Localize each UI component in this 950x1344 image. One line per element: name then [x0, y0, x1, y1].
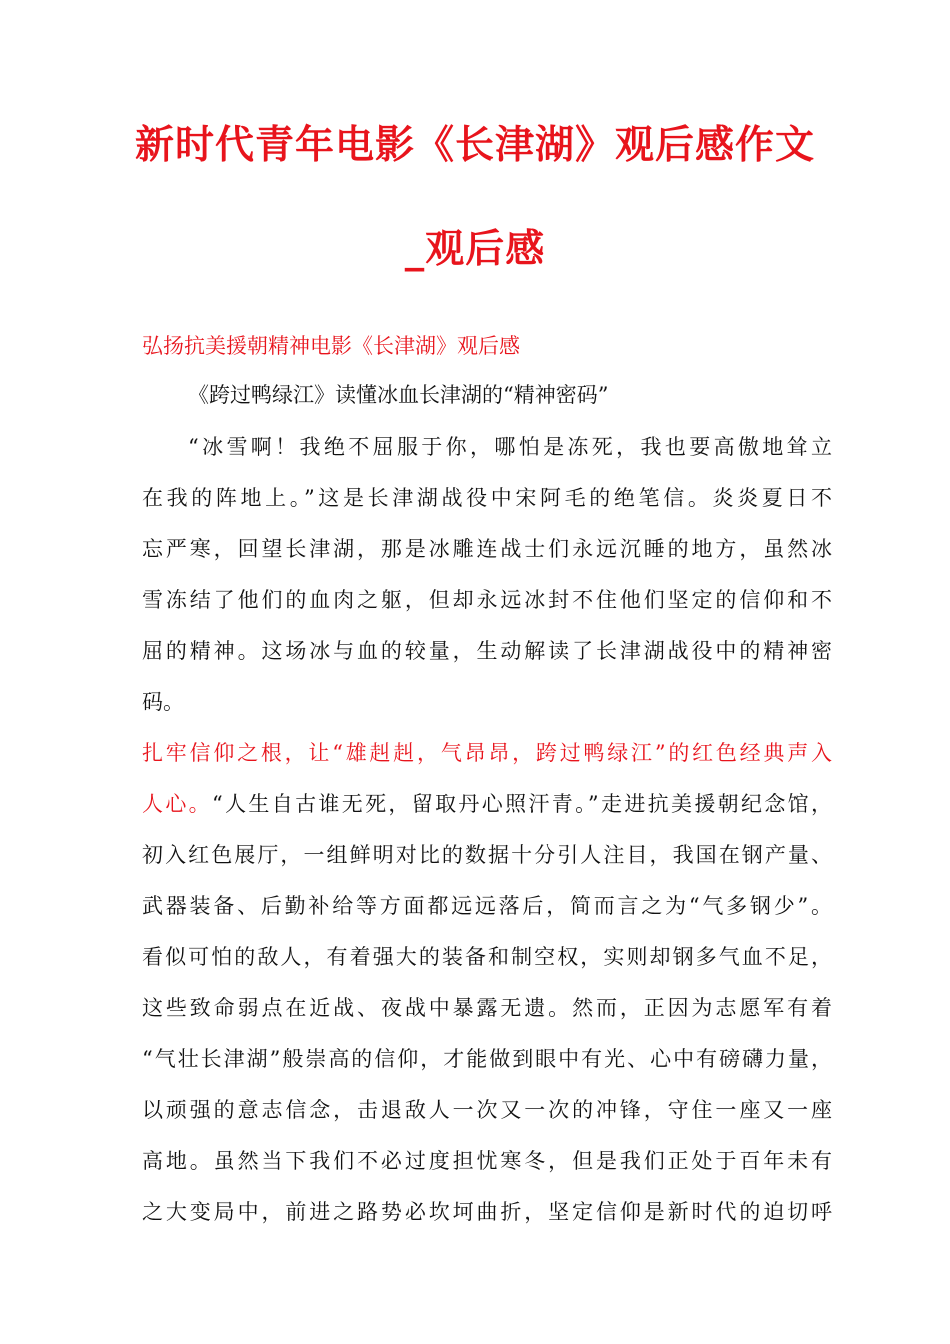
paragraph-2-line: 在我的阵地上。”这是长津湖战役中宋阿毛的绝笔信。炎炎夏日不: [142, 486, 832, 510]
paragraph-3-line: 这些致命弱点在近战、夜战中暴露无遗。然而，正因为志愿军有着: [142, 996, 832, 1020]
paragraph-3-line: 看似可怕的敌人，有着强大的装备和制空权，实则却钢多气血不足，: [142, 945, 832, 969]
document-title-line-2: _观后感: [404, 227, 546, 272]
paragraph-3-line: 武器装备、后勤补给等方面都远远落后，简而言之为“气多钢少”。: [142, 894, 832, 918]
paragraph-3-line: “气壮长津湖”般崇高的信仰，才能做到眼中有光、心中有磅礴力量，: [142, 1047, 832, 1071]
paragraph-2-line: “冰雪啊！我绝不屈服于你，哪怕是冻死，我也要高傲地耸立: [188, 435, 832, 459]
paragraph-3-line: 高地。虽然当下我们不必过度担忧寒冬，但是我们正处于百年未有: [142, 1149, 832, 1173]
paragraph-1: 《跨过鸭绿江》读懂冰血长津湖的“精神密码”: [188, 383, 609, 407]
paragraph-3-line: 以顽强的意志信念，击退敌人一次又一次的冲锋，守住一座又一座: [142, 1098, 832, 1122]
section-heading: 弘扬抗美援朝精神电影《长津湖》观后感: [142, 334, 520, 358]
paragraph-2-line: 雪冻结了他们的血肉之躯，但却永远冰封不住他们坚定的信仰和不: [142, 588, 832, 612]
document-title-line-1: 新时代青年电影《长津湖》观后感作文: [134, 123, 815, 168]
paragraph-2-line: 忘严寒，回望长津湖，那是冰雕连战士们永远沉睡的地方，虽然冰: [142, 537, 832, 561]
paragraph-2-line: 屈的精神。这场冰与血的较量，生动解读了长津湖战役中的精神密: [142, 639, 832, 663]
paragraph-3-line: 初入红色展厅，一组鲜明对比的数据十分引人注目，我国在钢产量、: [142, 843, 832, 867]
paragraph-3-line: 之大变局中，前进之路势必坎坷曲折，坚定信仰是新时代的迫切呼: [142, 1200, 832, 1224]
paragraph-3-highlight-line: 扎牢信仰之根，让“雄赳赳，气昂昂，跨过鸭绿江”的红色经典声入: [142, 741, 832, 765]
paragraph-3-line-rest: “人生自古谁无死，留取丹心照汗青。”走进抗美援朝纪念馆，: [212, 792, 832, 816]
paragraph-3-highlight-prefix: 人心。: [142, 792, 213, 816]
paragraph-3-line: [142, 789, 832, 819]
paragraph-2-line: 码。: [142, 690, 184, 714]
